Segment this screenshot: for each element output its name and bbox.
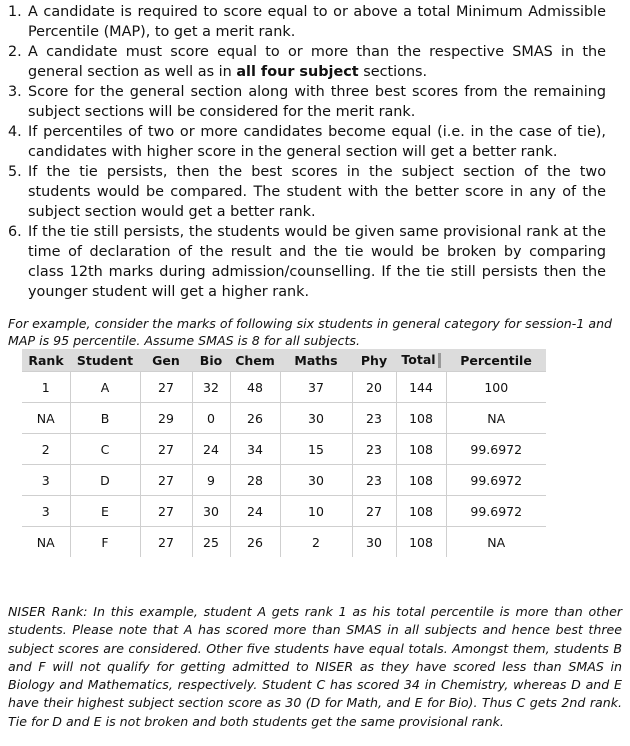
rule-text: If percentiles of two or more candidates become equal (i.e. in the case of tie), candidates with higher score in the general section will get a better rank. bbox=[28, 124, 606, 160]
rule-item bbox=[8, 122, 606, 162]
table-row bbox=[22, 496, 546, 527]
cell-bio: 9 bbox=[192, 465, 230, 496]
cell-maths: 30 bbox=[280, 465, 352, 496]
rule-number: 5. bbox=[8, 164, 22, 180]
rule-item bbox=[8, 82, 606, 122]
scores-table bbox=[22, 349, 546, 557]
cell-gen: 27 bbox=[140, 496, 192, 527]
cell-bio: 25 bbox=[192, 527, 230, 558]
cell-student: D bbox=[70, 465, 140, 496]
cell-total: 108 bbox=[396, 403, 446, 434]
rule-text: If the tie persists, then the best scores in the subject section of the two students would be compared. The student with the better score in any of the subject section would get a better rank. bbox=[28, 164, 606, 220]
text-cursor-mark bbox=[438, 353, 441, 368]
cell-chem: 28 bbox=[230, 465, 280, 496]
cell-maths: 2 bbox=[280, 527, 352, 558]
header-total bbox=[396, 349, 446, 372]
cell-phy: 23 bbox=[352, 434, 396, 465]
cell-chem: 48 bbox=[230, 372, 280, 403]
header-percentile: Percentile bbox=[446, 349, 546, 372]
table-header-row bbox=[22, 349, 546, 372]
rule-item bbox=[8, 42, 606, 82]
cell-bio: 30 bbox=[192, 496, 230, 527]
cell-rank: 1 bbox=[22, 372, 70, 403]
cell-phy: 30 bbox=[352, 527, 396, 558]
cell-chem: 34 bbox=[230, 434, 280, 465]
cell-maths: 15 bbox=[280, 434, 352, 465]
cell-percentile: 99.6972 bbox=[446, 465, 546, 496]
cell-gen: 27 bbox=[140, 465, 192, 496]
cell-student: F bbox=[70, 527, 140, 558]
cell-total: 108 bbox=[396, 496, 446, 527]
table-row bbox=[22, 403, 546, 434]
cell-percentile: NA bbox=[446, 527, 546, 558]
cell-rank: NA bbox=[22, 527, 70, 558]
cell-phy: 20 bbox=[352, 372, 396, 403]
cell-total: 108 bbox=[396, 527, 446, 558]
header-maths: Maths bbox=[280, 349, 352, 372]
cell-student: A bbox=[70, 372, 140, 403]
cell-bio: 0 bbox=[192, 403, 230, 434]
header-total-label: Total bbox=[401, 352, 436, 367]
cell-percentile: 99.6972 bbox=[446, 434, 546, 465]
rule-item bbox=[8, 162, 606, 222]
cell-percentile: 100 bbox=[446, 372, 546, 403]
rule-number: 3. bbox=[8, 84, 22, 100]
cell-rank: 3 bbox=[22, 465, 70, 496]
table-row bbox=[22, 434, 546, 465]
cell-student: B bbox=[70, 403, 140, 434]
table-row bbox=[22, 465, 546, 496]
cell-rank: 2 bbox=[22, 434, 70, 465]
example-intro: For example, consider the marks of following six students in general category for session-1 and MAP is 95 percentile. Assume SMAS is 8 for all subjects. bbox=[8, 316, 613, 348]
cell-gen: 27 bbox=[140, 434, 192, 465]
header-rank: Rank bbox=[22, 349, 70, 372]
cell-bio: 32 bbox=[192, 372, 230, 403]
cell-percentile: 99.6972 bbox=[446, 496, 546, 527]
rule-number: 1. bbox=[8, 4, 22, 20]
cell-maths: 10 bbox=[280, 496, 352, 527]
rule-text: sections. bbox=[358, 64, 428, 80]
cell-percentile: NA bbox=[446, 403, 546, 434]
cell-chem: 26 bbox=[230, 403, 280, 434]
table-row bbox=[22, 372, 546, 403]
rules-list bbox=[8, 2, 606, 302]
cell-total: 108 bbox=[396, 434, 446, 465]
rule-text: A candidate is required to score equal to or above a total Minimum Admissible Percentile (MAP), to get a merit rank. bbox=[28, 4, 606, 40]
cell-rank: 3 bbox=[22, 496, 70, 527]
cell-rank: NA bbox=[22, 403, 70, 434]
rule-number: 2. bbox=[8, 44, 22, 60]
header-student: Student bbox=[70, 349, 140, 372]
niser-rank-note: NISER Rank: In this example, student A gets rank 1 as his total percentile is more than other students. Please note that A has scored more than SMAS in all subjects and hence best three subject scores are considered. Other five students have equal totals. Amongst them, students B and F will not qualify for getting admitted to NISER as they have scored less than SMAS in Biology and Mathematics, respectively. Student C has scored 34 in Chemistry, whereas D and E have their highest subject section score as 30 (D for Math, and E for Bio). Thus C gets 2nd rank. Tie for D and E is not broken and both students get the same provisional rank. bbox=[8, 604, 622, 729]
rule-bold-text: all four subject bbox=[236, 64, 359, 80]
cell-gen: 27 bbox=[140, 372, 192, 403]
cell-student: E bbox=[70, 496, 140, 527]
rule-text: If the tie still persists, the students would be given same provisional rank at the time of declaration of the result and the tie would be broken by comparing class 12th marks during admission/counselling. If the tie still persists then the younger student will get a higher rank. bbox=[28, 224, 606, 300]
cell-phy: 23 bbox=[352, 465, 396, 496]
rule-number: 4. bbox=[8, 124, 22, 140]
cell-gen: 29 bbox=[140, 403, 192, 434]
table-row bbox=[22, 527, 546, 558]
cell-chem: 26 bbox=[230, 527, 280, 558]
rule-item bbox=[8, 222, 606, 302]
rule-item bbox=[8, 2, 606, 42]
header-bio: Bio bbox=[192, 349, 230, 372]
rule-text: Score for the general section along with three best scores from the remaining subject sections will be considered for the merit rank. bbox=[28, 84, 606, 120]
rule-number: 6. bbox=[8, 224, 22, 240]
header-phy: Phy bbox=[352, 349, 396, 372]
cell-student: C bbox=[70, 434, 140, 465]
cell-gen: 27 bbox=[140, 527, 192, 558]
cell-bio: 24 bbox=[192, 434, 230, 465]
rule-text: A candidate must score equal to or more than the respective SMAS in the general section as well as in bbox=[28, 44, 606, 80]
cell-maths: 37 bbox=[280, 372, 352, 403]
header-gen: Gen bbox=[140, 349, 192, 372]
cell-total: 108 bbox=[396, 465, 446, 496]
cell-phy: 27 bbox=[352, 496, 396, 527]
cell-maths: 30 bbox=[280, 403, 352, 434]
cell-chem: 24 bbox=[230, 496, 280, 527]
cell-total: 144 bbox=[396, 372, 446, 403]
header-chem: Chem bbox=[230, 349, 280, 372]
cell-phy: 23 bbox=[352, 403, 396, 434]
